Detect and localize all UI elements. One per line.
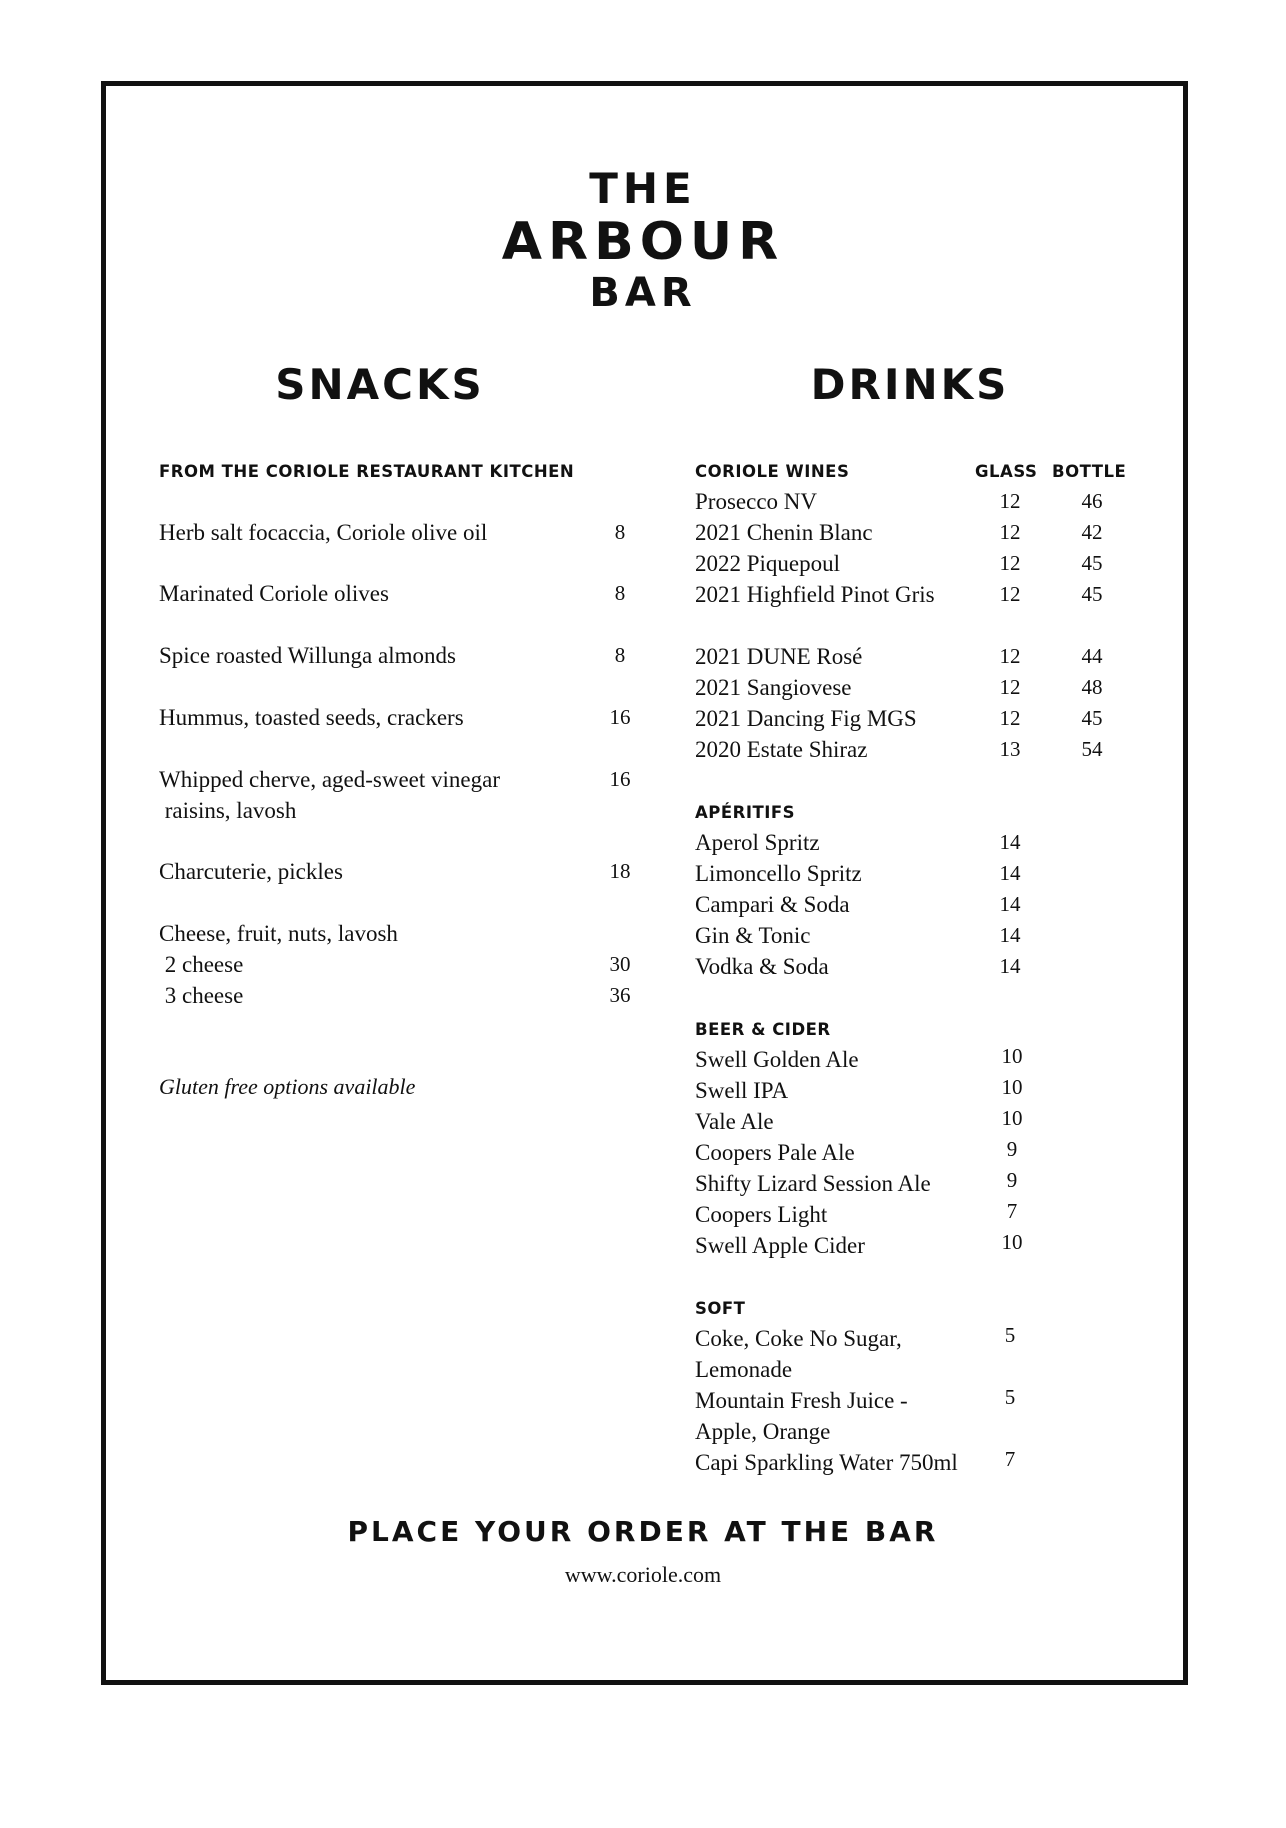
soft-price: 5 [1004,1323,1016,1347]
title-line-2: ARBOUR [501,212,785,272]
aperitif-price: 14 [999,892,1021,916]
soft-item-name: Capi Sparkling Water 750ml [695,1450,958,1475]
wine-glass-price: 12 [999,489,1021,513]
aperitif-item-name: Vodka & Soda [695,954,829,979]
aperitif-price: 14 [999,923,1021,947]
snacks-section-title: FROM THE CORIOLE RESTAURANT KITCHEN [159,462,575,481]
beer-price: 10 [1001,1044,1023,1068]
gluten-free-note: Gluten free options available [159,1074,416,1099]
snack-item-price: 16 [609,705,631,729]
aperitif-price: 14 [999,861,1021,885]
wine-bottle-price: 45 [1081,706,1103,730]
wine-item-name: 2021 DUNE Rosé [695,644,863,669]
aperitif-price: 14 [999,954,1021,978]
beer-item-name: Swell IPA [695,1078,789,1103]
wine-glass-price: 13 [999,737,1021,761]
beer-item-name: Coopers Light [695,1202,828,1227]
snack-item-price: 8 [614,581,626,605]
title-line-1: THE [589,164,697,213]
soft-item-name-cont: Lemonade [695,1357,793,1382]
wine-bottle-price: 42 [1081,520,1103,544]
beer-price: 9 [1006,1168,1018,1192]
beer-item-name: Swell Golden Ale [695,1047,859,1072]
wine-glass-price: 12 [999,582,1021,606]
wine-item-name: 2022 Piquepoul [695,551,841,576]
snack-item-price: 18 [609,859,631,883]
snack-item-name: Charcuterie, pickles [159,859,343,884]
wine-item-name: 2021 Sangiovese [695,675,852,700]
soft-price: 7 [1004,1447,1016,1471]
beer-section-title: BEER & CIDER [695,1020,831,1039]
beer-item-name: Vale Ale [695,1109,774,1134]
wine-item-name: 2020 Estate Shiraz [695,737,868,762]
wine-glass-price: 12 [999,520,1021,544]
snacks-heading: SNACKS [275,360,485,409]
snack-item-name: 2 cheese [159,952,244,977]
snack-item-name: Herb salt focaccia, Coriole olive oil [159,520,488,545]
wine-item-name: Prosecco NV [695,489,817,514]
beer-price: 7 [1006,1199,1018,1223]
beer-price: 9 [1006,1137,1018,1161]
wine-glass-price: 12 [999,644,1021,668]
soft-item-name-cont: Apple, Orange [695,1419,831,1444]
snack-item-name: Marinated Coriole olives [159,581,389,606]
snack-item-price: 16 [609,767,631,791]
wine-glass-price: 12 [999,706,1021,730]
snack-item-name: Whipped cherve, aged-sweet vinegar [159,767,501,792]
wine-bottle-price: 54 [1081,737,1103,761]
wine-bottle-price: 48 [1081,675,1103,699]
beer-price: 10 [1001,1075,1023,1099]
snack-item-name: Hummus, toasted seeds, crackers [159,705,464,730]
aperitif-item-name: Limoncello Spritz [695,861,862,886]
beer-item-name: Swell Apple Cider [695,1233,865,1258]
soft-section-title: SOFT [695,1299,746,1318]
glass-column-label: GLASS [975,462,1038,481]
order-at-bar-text: PLACE YOUR ORDER AT THE BAR [347,1515,939,1548]
wine-bottle-price: 45 [1081,551,1103,575]
aperitif-price: 14 [999,830,1021,854]
wine-glass-price: 12 [999,551,1021,575]
snack-item-name: Spice roasted Willunga almonds [159,643,456,668]
beer-item-name: Shifty Lizard Session Ale [695,1171,931,1196]
aperitif-item-name: Aperol Spritz [695,830,820,855]
snack-item-price: 8 [614,520,626,544]
wine-item-name: 2021 Dancing Fig MGS [695,706,917,731]
title-line-3: BAR [589,270,697,316]
snack-item-price: 30 [609,952,631,976]
soft-item-name: Coke, Coke No Sugar, [695,1326,902,1351]
soft-price: 5 [1004,1385,1016,1409]
aperitif-item-name: Gin & Tonic [695,923,811,948]
snack-item-name: Cheese, fruit, nuts, lavosh [159,921,398,946]
beer-price: 10 [1001,1230,1023,1254]
wine-bottle-price: 44 [1081,644,1103,668]
wine-item-name: 2021 Highfield Pinot Gris [695,582,935,607]
beer-price: 10 [1001,1106,1023,1130]
aperitif-item-name: Campari & Soda [695,892,850,917]
wine-bottle-price: 45 [1081,582,1103,606]
wine-bottle-price: 46 [1081,489,1103,513]
bottle-column-label: BOTTLE [1052,462,1127,481]
snack-item-name: 3 cheese [159,983,244,1008]
drinks-heading: DRINKS [810,360,1010,409]
aperitifs-section-title: APÉRITIFS [695,803,796,822]
snack-item-price: 8 [614,643,626,667]
soft-item-name: Mountain Fresh Juice - [695,1388,908,1413]
snack-item-name-cont: raisins, lavosh [159,798,297,823]
website-link[interactable]: www.coriole.com [564,1562,722,1587]
snack-item-price: 36 [609,983,631,1007]
beer-item-name: Coopers Pale Ale [695,1140,855,1165]
wines-section-title: CORIOLE WINES [695,462,850,481]
wine-glass-price: 12 [999,675,1021,699]
wine-item-name: 2021 Chenin Blanc [695,520,873,545]
